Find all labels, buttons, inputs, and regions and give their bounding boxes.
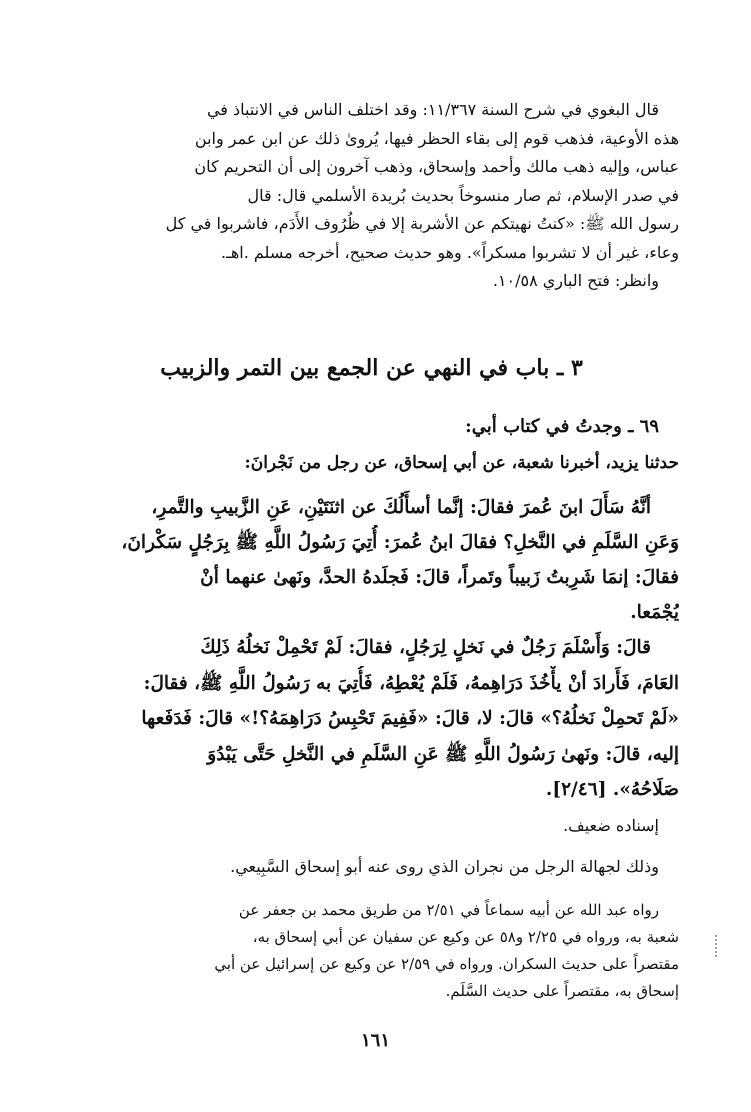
- hadith-number-line: [64, 412, 679, 442]
- isnad-line: حدثنا يزيد، أخبرنا شعبة، عن أبي إسحاق، عن رجل من نَجْرانَ:: [244, 453, 679, 473]
- matn-paragraph-2: [64, 630, 679, 808]
- hadith-number: ٦٩ ـ وجدتُ في كتاب أبي:: [465, 416, 659, 437]
- gutter-dots: [715, 935, 721, 957]
- sources-block: [64, 897, 679, 1005]
- matn-line: وَعَنِ السَّلَمِ في النَّخلِ؟ فقالَ ابنُ عُمرَ: أُتِيَ رَسُولُ اللَّهِ ﷺ بِرَجُلٍ سَكْرانَ،: [121, 532, 679, 553]
- commentary-line: رسول الله ﷺ: «كنتُ نهيتكم عن الأشربة إلا في ظُرُوف الأَدَم، فاشربوا في كل: [165, 214, 679, 233]
- sources-line: شعبة به، ورواه في ٢/٢٥ و٥٨ عن وكيع عن سفيان عن أبي إسحاق به،: [252, 928, 679, 946]
- commentary-line: قال البغوي في شرح السنة ١١/٣٦٧: وقد اختلف الناس في الانتباذ في: [206, 100, 659, 119]
- matn-paragraph-1: [64, 490, 679, 630]
- commentary-line: عباس، وإليه ذهب مالك وأحمد وإسحاق، وذهب آخرون إلى أن التحريم كان: [194, 157, 679, 176]
- matn-line: صَلَاحُهُ». [٢/٤٦].: [545, 779, 679, 800]
- commentary-line: في صدر الإسلام، ثم صار منسوخاً بحديث بُريدة الأسلمي قال: قال: [247, 185, 679, 205]
- isnad-grade: إسناده ضعيف.: [563, 816, 659, 835]
- matn-line: فقالَ: إنمَا شَرِبتُ زَبيباً وتَمراً، قالَ: فَجلَدهُ الحدَّ، ونَهىٰ عنهما أنْ: [200, 567, 679, 588]
- grade-block: [64, 812, 679, 840]
- matn-line: يُجْمَعا.: [630, 602, 679, 623]
- commentary-line: هذه الأوعية، فذهب قوم إلى بقاء الحظر فيها، يُروىٰ ذلك عن ابن عمر وابن: [194, 128, 679, 148]
- page-number: ١٦١: [360, 1030, 390, 1051]
- weakness-reason: وذلك لجهالة الرجل من نجران الذي روى عنه أبو إسحاق السَّبِيعي.: [230, 857, 659, 876]
- reason-block: [64, 853, 679, 881]
- matn-line: «لَمْ تَحمِلْ نَخلُهُ؟» قالَ: لا، قالَ: «فَفِيمَ تَحْبِسُ دَرَاهِمَهُ؟!» قالَ: فَدَفَعها: [141, 708, 679, 729]
- matn-line: العَامَ، فَأَرادَ أنْ يأْخُذَ دَرَاهِمهُ، فَلَمْ يُعْطِهُ، فَأُتِيَ به رَسُولُ اللَّهِ ﷺ، فقالَ:: [143, 672, 679, 694]
- isnad-block: [64, 448, 679, 478]
- see-also-reference: وانظر: فتح الباري ١٠/٥٨.: [492, 271, 659, 290]
- commentary-block: [64, 96, 679, 296]
- sources-line: مقتصراً على حديث السكران. ورواه في ٢/٥٩ عن وكيع عن إسرائيل عن أبي: [214, 955, 679, 973]
- sources-line: رواه عبد الله عن أبيه سماعاً في ٢/٥١ من طريق محمد بن جعفر عن: [238, 901, 659, 919]
- matn-line: إليه، قالَ: ونَهىٰ رَسُولُ اللَّهِ ﷺ عَنِ السَّلَمِ في النَّخلِ حَتَّى يَبْدُوَ: [207, 743, 679, 765]
- matn-line: أنَّهُ سَأَلَ ابنَ عُمرَ فقالَ: إنَّما أسأَلُكَ عن اثنَتَيْنِ، عَنِ الزَّبيبِ والتَّمرِ،: [151, 497, 651, 518]
- sources-line: إسحاق به، مقتصراً على حديث السَّلَم.: [445, 982, 679, 1000]
- matn-line: قالَ: وَأَسْلَمَ رَجُلٌ في نَخلٍ لِرَجُلٍ، فقالَ: لَمْ تَحْمِلْ نَخلُهُ ذَلِكَ: [200, 637, 651, 658]
- commentary-line: وعاء، غير أن لا تشربوا مسكراً». وهو حديث صحيح، أخرجه مسلم .اهـ.: [221, 242, 679, 262]
- chapter-heading: ٣ ـ باب في النهي عن الجمع بين التمر والزبيب: [160, 355, 583, 381]
